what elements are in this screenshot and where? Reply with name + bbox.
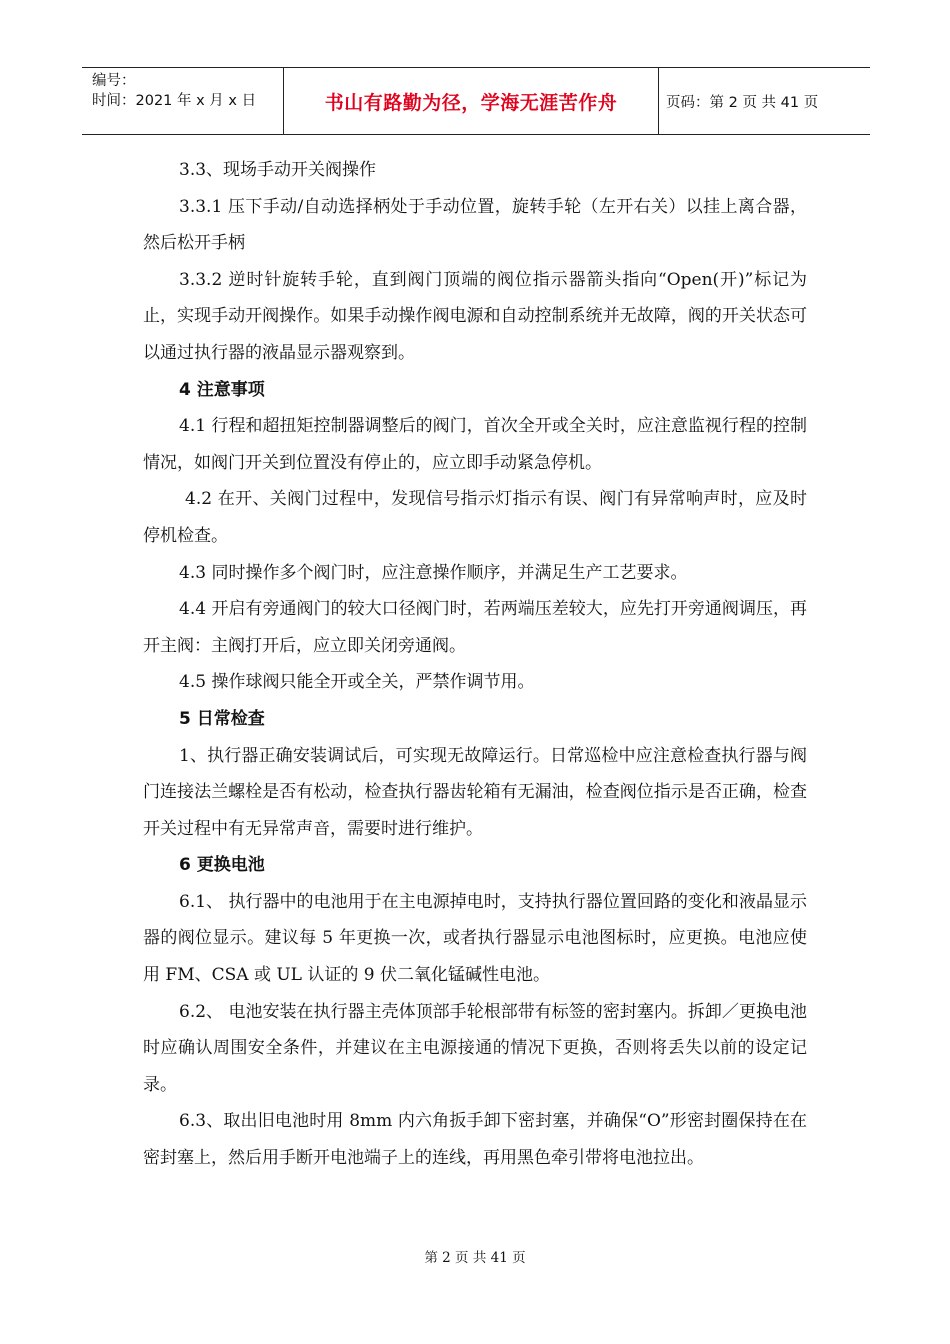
document-body [143, 152, 807, 1177]
body-paragraph: 6.2、 电池安装在执行器主壳体顶部手轮根部带有标签的密封塞内。拆卸／更换电池时应确认周围安全条件，并建议在主电源接通的情况下更换，否则将丢失以前的设定记录。 [143, 1001, 807, 1095]
document-number-label: 编号： [92, 73, 136, 89]
header-meta [82, 68, 282, 134]
section-heading: 6 更换电池 [179, 855, 265, 876]
header-page-cell [658, 68, 870, 134]
body-paragraph: 1、执行器正确安装调试后，可实现无故障运行。日常巡检中应注意检查执行器与阀门连接法兰螺栓是否有松动，检查执行器齿轮箱有无漏油，检查阀位指示是否正确，检查开关过程中有无异常声音，需要时进行维护。 [143, 745, 807, 839]
body-paragraph: 3.3、现场手动开关阀操作 [179, 160, 377, 180]
section-heading: 5 日常检查 [179, 708, 265, 729]
body-paragraph: 4.2 在开、关阀门过程中，发现信号指示灯指示有误、阀门有异常响声时，应及时停机检查。 [143, 489, 807, 546]
page-info: 页码：第 2 页 共 41 页 [666, 94, 819, 111]
header-motto-cell [283, 68, 659, 134]
body-paragraph: 3.3.1 压下手动/自动选择柄处于手动位置，旋转手轮（左开右关）以挂上离合器，然后松开手柄 [143, 196, 807, 254]
body-paragraph: 6.1、 执行器中的电池用于在主电源掉电时，支持执行器位置回路的变化和液晶显示器的阀位显示。建议每 5 年更换一次，或者执行器显示电池图标时，应更换。电池应使用 FM、CSA 或 UL 认证的 9 伏二氧化锰碱性电池。 [143, 891, 807, 986]
page-footer: 第 2 页 共 41 页 [424, 1250, 526, 1266]
body-paragraph: 4.3 同时操作多个阀门时，应注意操作顺序，并满足生产工艺要求。 [179, 562, 688, 583]
body-paragraph: 4.1 行程和超扭矩控制器调整后的阀门，首次全开或全关时，应注意监视行程的控制情况，如阀门开关到位置没有停止的，应立即手动紧急停机。 [143, 416, 807, 473]
body-paragraph: 6.3、取出旧电池时用 8mm 内六角扳手卸下密封塞，并确保“O”形密封圈保持在在密封塞上，然后用手断开电池端子上的连线，再用黑色牵引带将电池拉出。 [143, 1111, 807, 1169]
document-date: 时间：2021 年 x 月 x 日 [92, 93, 257, 109]
motto-text: 书山有路勤为径，学海无涯苦作舟 [324, 91, 618, 114]
body-paragraph: 4.5 操作球阀只能全开或全关，严禁作调节用。 [179, 672, 535, 693]
page-header [82, 67, 870, 135]
body-paragraph: 3.3.2 逆时针旋转手轮，直到阀门顶端的阀位指示器箭头指向“Open(开)”标记为止，实现手动开阀操作。如果手动操作阀电源和自动控制系统并无故障，阀的开关状态可以通过执行器的液晶显示器观察到。 [143, 269, 807, 363]
body-paragraph: 4.4 开启有旁通阀门的较大口径阀门时，若两端压差较大，应先打开旁通阀调压，再开主阀：主阀打开后，应立即关闭旁通阀。 [143, 599, 807, 656]
section-heading: 4 注意事项 [179, 379, 265, 400]
